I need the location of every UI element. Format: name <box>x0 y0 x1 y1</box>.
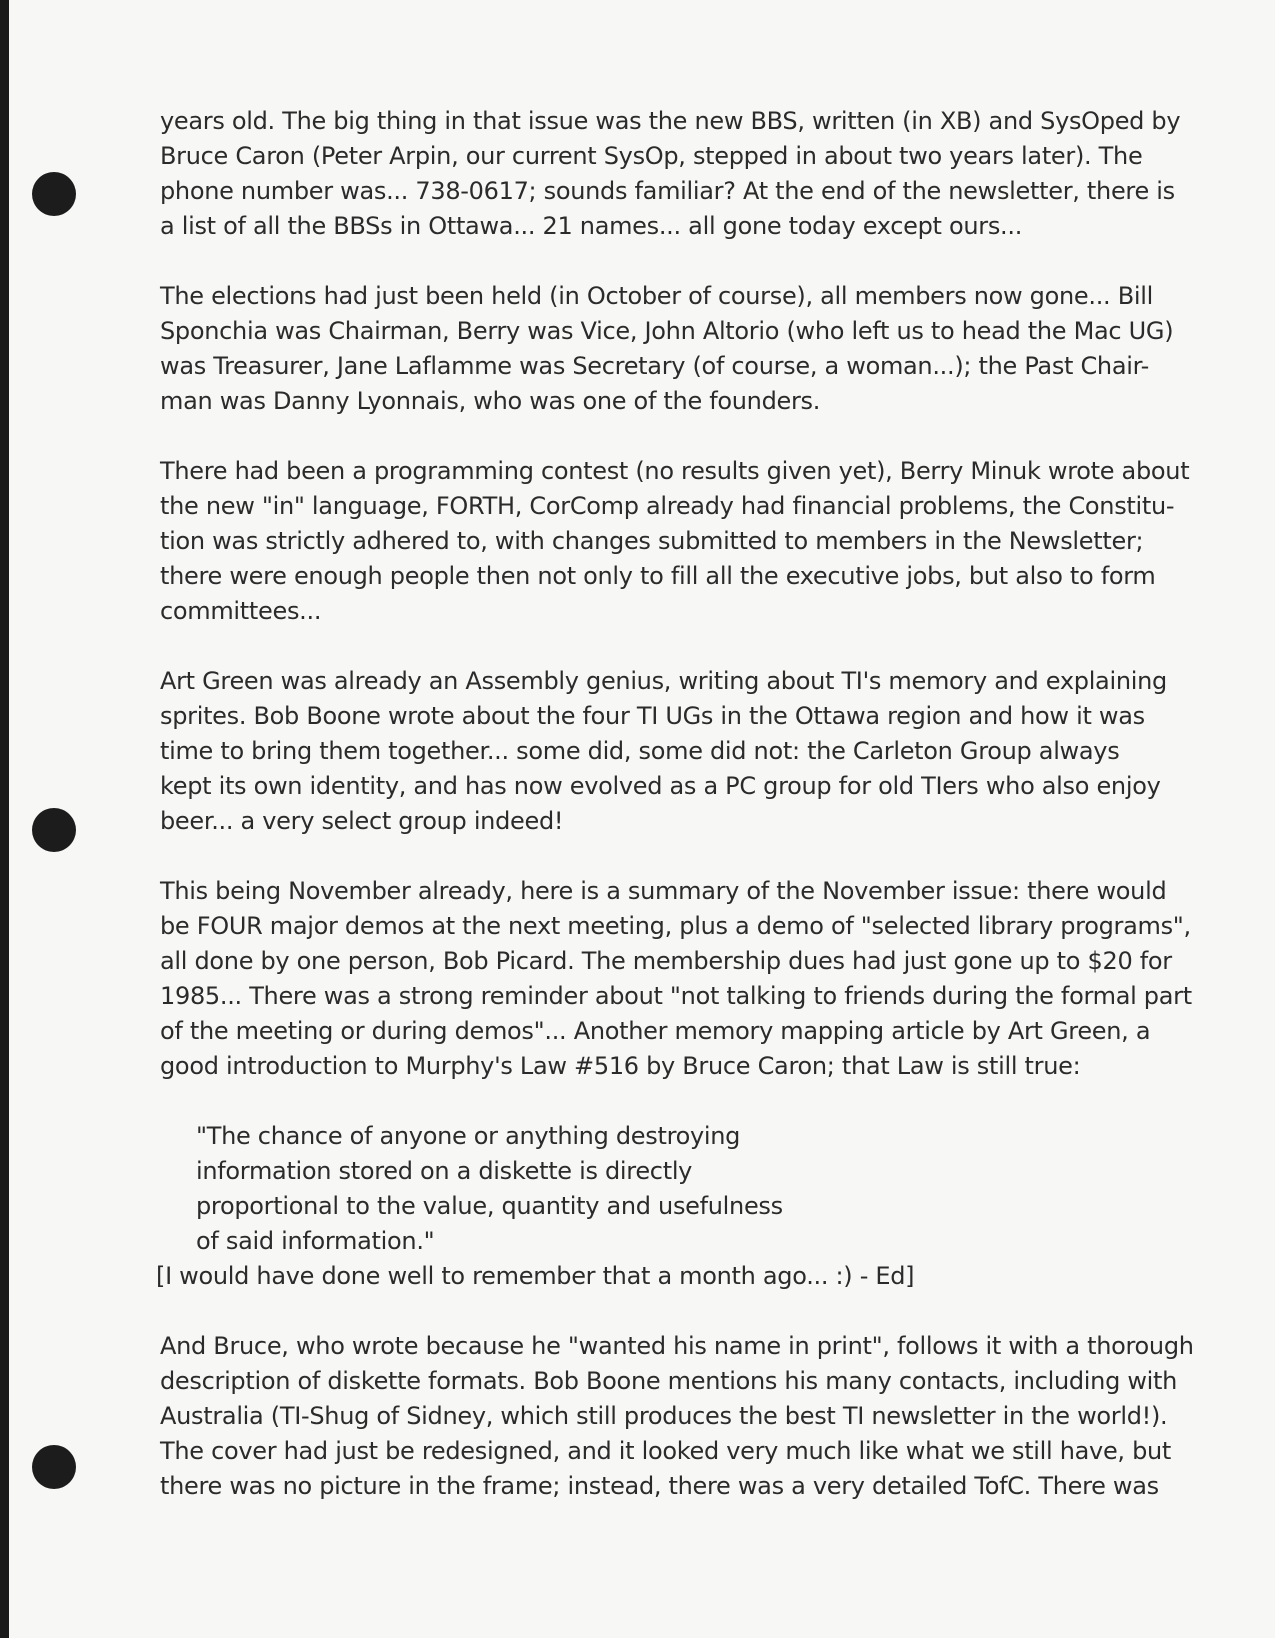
text-line: This being November already, here is a summary of the November issue: there would <box>160 877 1167 905</box>
paragraph-contest <box>160 454 1190 629</box>
paragraph-bbs <box>160 104 1181 244</box>
text-line: of the meeting or during demos"... Another memory mapping article by Art Green, a <box>160 1017 1151 1045</box>
text-line: phone number was... 738-0617; sounds familiar? At the end of the newsletter, there is <box>160 177 1175 205</box>
paragraph-november-issue <box>160 874 1192 1084</box>
document-body <box>156 104 1194 1539</box>
quote-line: information stored on a diskette is directly <box>196 1157 693 1185</box>
text-line: Art Green was already an Assembly genius, writing about TI's memory and explaining <box>160 667 1167 695</box>
punch-hole-bottom <box>32 1445 76 1489</box>
text-line: a list of all the BBSs in Ottawa... 21 names... all gone today except ours... <box>160 212 1023 240</box>
text-line: all done by one person, Bob Picard. The membership dues had just gone up to $20 for <box>160 947 1172 975</box>
murphys-law-quote <box>160 1119 1160 1259</box>
text-line: years old. The big thing in that issue was the new BBS, written (in XB) and SysOped by <box>160 107 1181 135</box>
text-line: time to bring them together... some did, some did not: the Carleton Group always <box>160 737 1120 765</box>
text-line: kept its own identity, and has now evolved as a PC group for old TIers who also enjoy <box>160 772 1161 800</box>
text-line: committees... <box>160 597 322 625</box>
page-left-edge <box>0 0 9 1638</box>
text-line: sprites. Bob Boone wrote about the four TI UGs in the Ottawa region and how it was <box>160 702 1145 730</box>
paragraph-elections <box>160 279 1174 419</box>
text-line: good introduction to Murphy's Law #516 by Bruce Caron; that Law is still true: <box>160 1052 1081 1080</box>
text-line: Sponchia was Chairman, Berry was Vice, John Altorio (who left us to head the Mac UG) <box>160 317 1174 345</box>
editor-note: [I would have done well to remember that a month ago... :) - Ed] <box>156 1262 915 1290</box>
text-line: Australia (TI-Shug of Sidney, which still produces the best TI newsletter in the world!). <box>160 1402 1168 1430</box>
text-line: be FOUR major demos at the next meeting, plus a demo of "selected library programs", <box>160 912 1191 940</box>
text-line: The elections had just been held (in October of course), all members now gone... Bill <box>160 282 1153 310</box>
text-line: There had been a programming contest (no results given yet), Berry Minuk wrote about <box>160 457 1190 485</box>
quote-line: of said information." <box>196 1227 435 1255</box>
text-line: Bruce Caron (Peter Arpin, our current SysOp, stepped in about two years later). The <box>160 142 1143 170</box>
text-line: there were enough people then not only to fill all the executive jobs, but also to form <box>160 562 1156 590</box>
text-line: tion was strictly adhered to, with changes submitted to members in the Newsletter; <box>160 527 1144 555</box>
paragraph-bruce <box>160 1329 1194 1504</box>
quote-line: proportional to the value, quantity and usefulness <box>196 1192 783 1220</box>
text-line: description of diskette formats. Bob Boone mentions his many contacts, including with <box>160 1367 1178 1395</box>
quote-line: "The chance of anyone or anything destroying <box>196 1122 741 1150</box>
text-line: there was no picture in the frame; instead, there was a very detailed TofC. There was <box>160 1472 1159 1500</box>
text-line: was Treasurer, Jane Laflamme was Secretary (of course, a woman...); the Past Chair- <box>160 352 1150 380</box>
text-line: beer... a very select group indeed! <box>160 807 564 835</box>
text-line: man was Danny Lyonnais, who was one of the founders. <box>160 387 821 415</box>
text-line: The cover had just be redesigned, and it looked very much like what we still have, but <box>160 1437 1172 1465</box>
text-line: 1985... There was a strong reminder about "not talking to friends during the formal part <box>160 982 1192 1010</box>
text-line: the new "in" language, FORTH, CorComp already had financial problems, the Constitu- <box>160 492 1175 520</box>
punch-hole-middle <box>32 808 76 852</box>
punch-hole-top <box>32 172 76 216</box>
paragraph-art-green <box>160 664 1167 839</box>
text-line: And Bruce, who wrote because he "wanted his name in print", follows it with a thorough <box>160 1332 1194 1360</box>
